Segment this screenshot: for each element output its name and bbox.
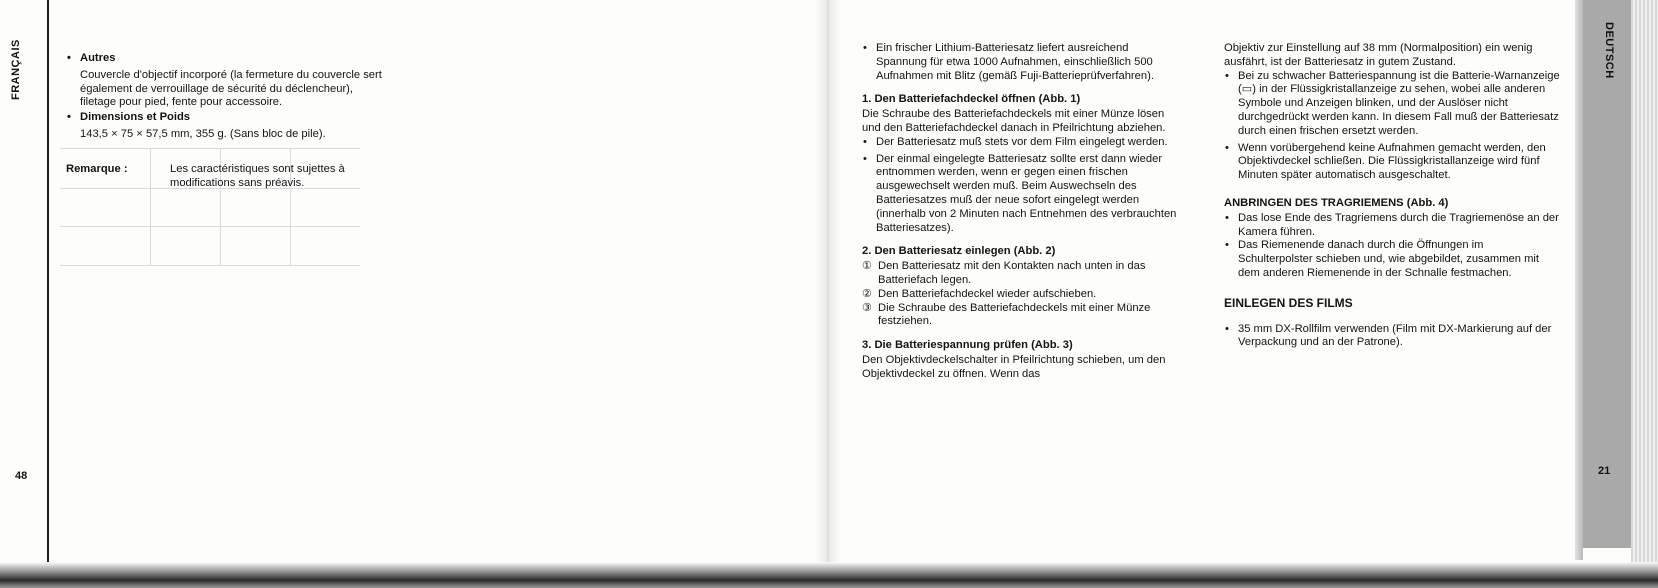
step1-heading: 1. Den Batteriefachdeckel öffnen (Abb. 1) xyxy=(862,93,1081,106)
language-label-francais: FRANÇAIS xyxy=(10,39,22,100)
film-heading: EINLEGEN DES FILMS xyxy=(1224,295,1353,310)
page-edges xyxy=(1631,0,1658,575)
page-number-left: 48 xyxy=(15,470,28,482)
right-column-2 xyxy=(1224,42,1560,353)
battery-check-continued: Objektiv zur Einstellung auf 38 mm (Normalposition) ein wenig ausfährt, ist der Batteriesatz in gutem Zustand. xyxy=(1224,42,1533,68)
step2-item-2 xyxy=(862,288,1180,302)
film-bullet-1: • 35 mm DX-Rollfilm verwenden (Film mit DX-Markierung auf der Verpackung und an der Patrone). xyxy=(1224,323,1560,351)
step2-num-2: ② xyxy=(862,287,873,300)
remarque-note xyxy=(66,163,410,191)
step1-text: Die Schraube des Batteriefachdeckels mit einer Münze lösen und den Batteriefachdeckel danach in Pfeilrichtung abziehen. xyxy=(862,108,1166,134)
strap-bullet-1: • Das lose Ende des Tragriemens durch die Tragriemenöse an der Kamera führen. xyxy=(1224,212,1560,240)
step2-num-1: ① xyxy=(862,260,873,273)
step2-text-2: Den Batteriefachdeckel wieder aufschieben. xyxy=(878,287,1097,300)
step2-num-3: ③ xyxy=(862,301,873,314)
step2-text-1: Den Batteriesatz mit den Kontakten nach unten in das Batteriefach legen. xyxy=(878,260,1146,286)
strap-heading: ANBRINGEN DES TRAGRIEMENS (Abb. 4) xyxy=(1224,196,1449,209)
low-battery-bullet: • Bei zu schwacher Batteriespannung ist die Batterie-Warnanzeige (▭) in der Flüssigkristallanzeige zu sehen, wobei alle anderen Symbole und Anzeigen blinken, und der Auslöser nicht durchgedrückt werden kann. In diesem Fall muß der Batteriesatz durch einen frischen ersetzt werden. xyxy=(1224,70,1560,139)
language-label-deutsch: DEUTSCH xyxy=(1603,22,1615,79)
page-edge-shade xyxy=(1575,0,1583,560)
dimensions-body: 143,5 × 75 × 57,5 mm, 355 g. (Sans bloc de pile). xyxy=(80,127,326,140)
autres-body: Couvercle d'objectif incorporé (la fermeture du couvercle sert également de verrouillage de sécurité du déclencheur), filetage pour pied, fente pour accessoire. xyxy=(80,68,382,109)
right-column-1 xyxy=(862,42,1180,385)
battery-intro: • Ein frischer Lithium-Batteriesatz liefert ausreichend Spannung für etwa 1000 Aufnahmen, einschließlich 500 Aufnahmen mit Blitz (gemäß Fuji-Batterieprüfverfahren). xyxy=(862,42,1180,83)
left-margin-rule xyxy=(47,0,49,562)
remarque-label: Remarque : xyxy=(66,163,128,175)
step2-heading: 2. Den Batteriesatz einlegen (Abb. 2) xyxy=(862,245,1056,258)
step2-item-3 xyxy=(862,302,1180,330)
step1-bullet-2: • Der einmal eingelegte Batteriesatz sollte erst dann wieder entnommen werden, wenn er gegen einen frischen ausgewechselt werden muß. Beim Auswechseln des Batteriesatzes muß der neue sofort eingelegt werden (innerhalb von 2 Minuten nach Entnehmen des verbrauchten Batteriesatzes). xyxy=(862,153,1180,236)
step3-text: Den Objektivdeckelschalter in Pfeilrichtung schieben, um den Objektivdeckel zu öffnen. Wenn das xyxy=(862,353,1166,380)
autres-title: • Autres xyxy=(66,52,388,66)
book-gutter xyxy=(815,0,841,575)
step2-item-1 xyxy=(862,260,1180,288)
step2-text-3: Die Schraube des Batteriefachdeckels mit einer Münze festziehen. xyxy=(878,301,1151,328)
scan-bottom-shadow xyxy=(0,562,1658,588)
left-specs-column xyxy=(66,52,388,145)
step3-heading: 3. Die Batteriespannung prüfen (Abb. 3) xyxy=(862,339,1073,352)
dimensions-title: • Dimensions et Poids xyxy=(66,111,388,125)
lens-cover-bullet: • Wenn vorübergehend keine Aufnahmen gemacht werden, den Objektivdeckel schließen. Die Flüssigkristallanzeige wird fünf Minuten später automatisch ausgeschaltet. xyxy=(1224,142,1560,183)
page-number-right: 21 xyxy=(1598,465,1611,477)
step1-bullet-1: • Der Batteriesatz muß stets vor dem Film eingelegt werden. xyxy=(862,136,1180,150)
strap-bullet-2: • Das Riemenende danach durch die Öffnungen im Schulterpolster schieben und, wie abgebildet, zusammen mit dem anderen Riemenende in der Schnalle festmachen. xyxy=(1224,239,1560,280)
remarque-text: Les caractéristiques sont sujettes à modifications sans préavis. xyxy=(170,163,345,189)
